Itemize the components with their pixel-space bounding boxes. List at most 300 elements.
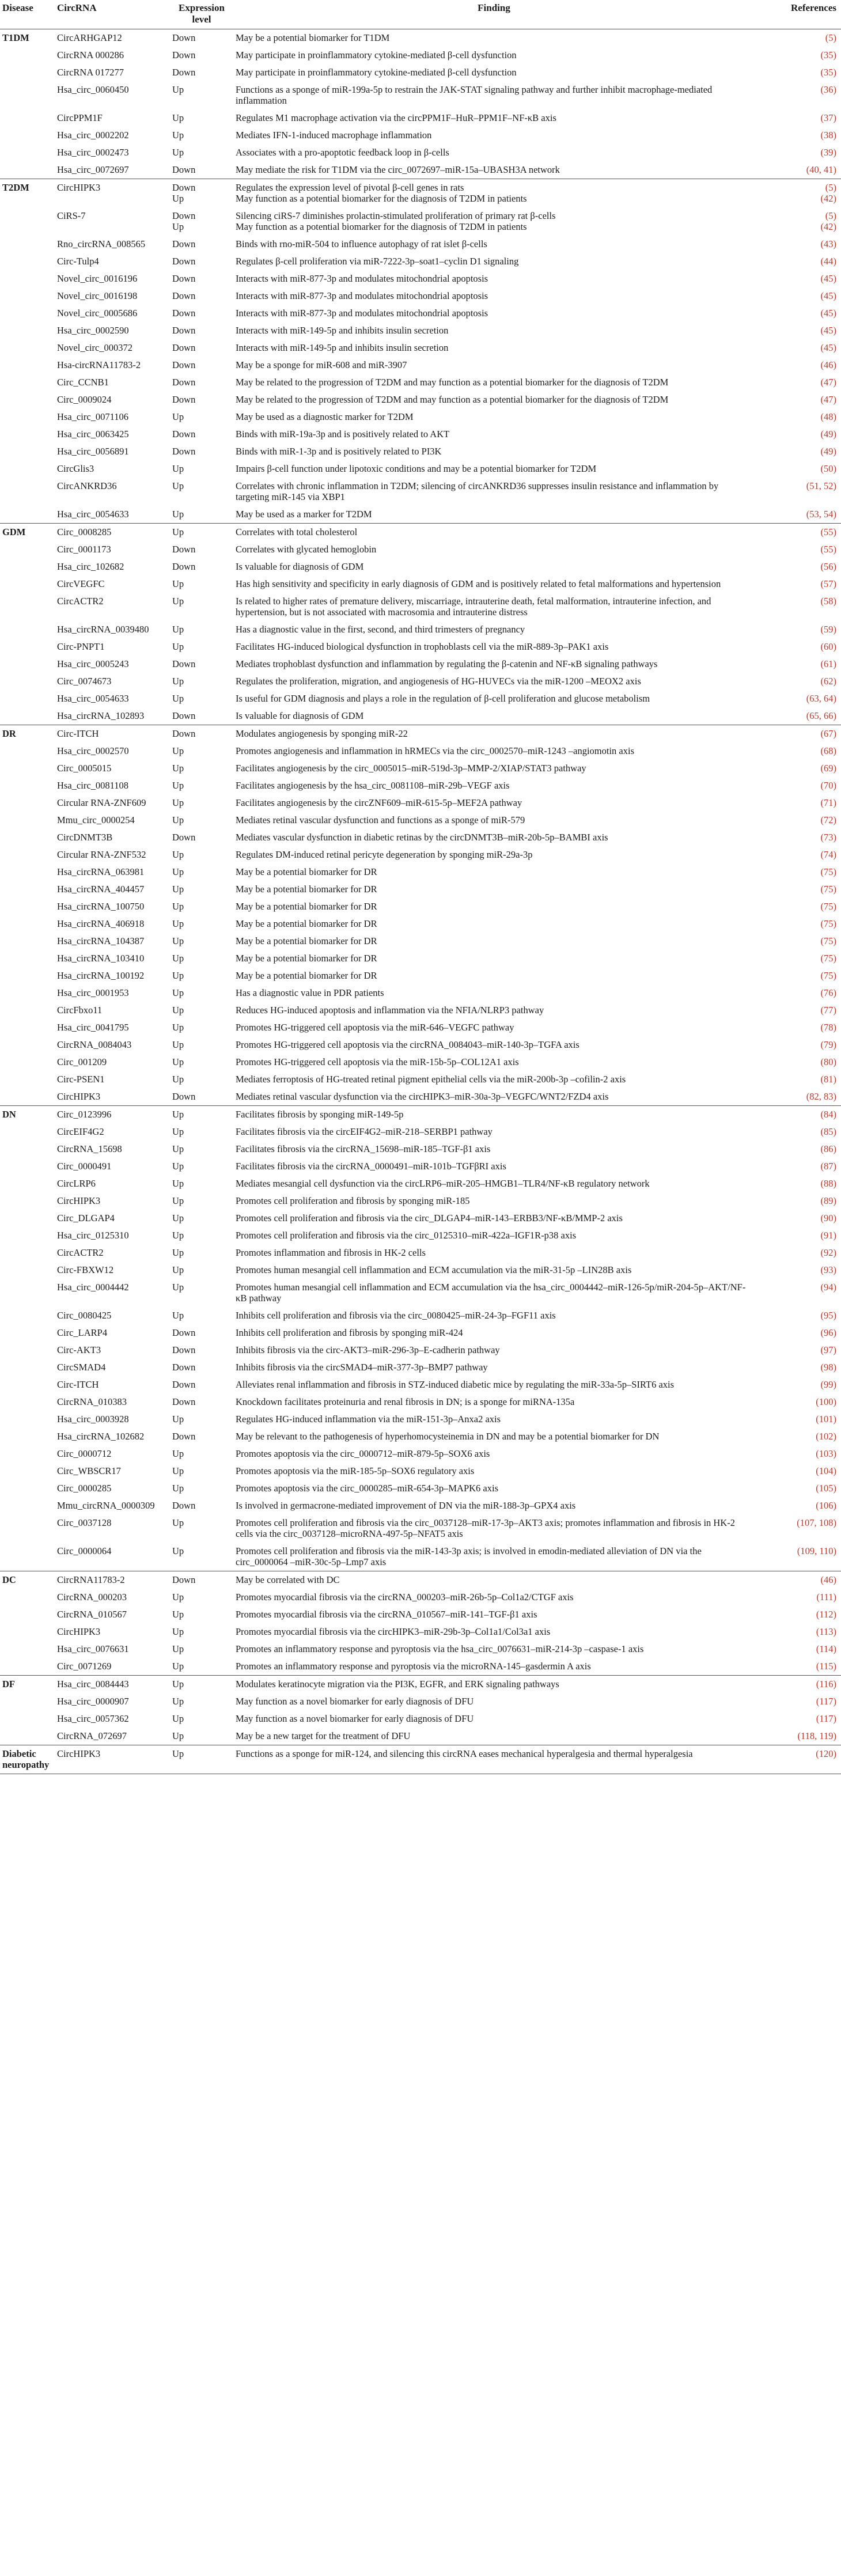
circrna-cell: Hsa_circ_0005243 <box>57 658 129 669</box>
finding-cell: Promotes apoptosis via the miR-185-5p–SOX6 regulatory axis <box>236 1465 475 1476</box>
finding-cell: Promotes myocardial fibrosis via the circRNA_010567–miR-141–TGF-β1 axis <box>236 1609 537 1620</box>
circrna-cell: Hsa_circ_0056891 <box>57 446 129 457</box>
table-row <box>0 1036 841 1054</box>
finding-cell: Has high sensitivity and specificity in early diagnosis of GDM and is positively related to fetal malformations and hypertension <box>236 578 721 589</box>
reference-cell[interactable]: (111) <box>816 1592 836 1603</box>
finding-cell: Inhibits cell proliferation and fibrosis via the circ_0080425–miR-24-3p–FGF11 axis <box>236 1310 556 1321</box>
finding-cell: May be a potential biomarker for DR <box>236 970 377 981</box>
reference-cell[interactable]: (117) <box>816 1696 836 1707</box>
reference-cell[interactable]: (104) <box>816 1465 836 1476</box>
table-row <box>0 1411 841 1428</box>
reference-cell[interactable]: (45) <box>820 290 836 301</box>
circrna-cell: Circ-PSEN1 <box>57 1074 105 1085</box>
disease-cell <box>0 161 55 179</box>
disease-cell <box>0 253 55 270</box>
expression-cell: Up <box>172 1696 184 1707</box>
reference-cell[interactable]: (98) <box>820 1362 836 1373</box>
expression-cell: Down <box>172 1379 196 1390</box>
disease-cell <box>0 690 55 707</box>
reference-cell[interactable]: (107, 108) <box>797 1517 836 1528</box>
table-row <box>0 621 841 638</box>
reference-cell[interactable]: (39) <box>820 147 836 158</box>
expression-cell: Down <box>172 394 196 405</box>
circrna-cell: Hsa_circRNA_103410 <box>57 953 145 964</box>
disease-cell <box>0 305 55 322</box>
reference-cell[interactable]: (113) <box>816 1626 836 1637</box>
finding-cell: Has a diagnostic value in the first, second, and third trimesters of pregnancy <box>236 624 525 635</box>
reference-cell[interactable]: (73) <box>820 832 836 843</box>
circrna-cell: Hsa_circ_0054633 <box>57 509 129 520</box>
disease-cell <box>0 933 55 950</box>
disease-cell <box>0 1393 55 1411</box>
circrna-cell: Hsa_circRNA_100192 <box>57 970 145 981</box>
circrna-cell: CircHIPK3 <box>55 179 170 208</box>
reference-cell[interactable]: (72) <box>820 815 836 825</box>
reference-cell[interactable]: (103) <box>816 1448 836 1459</box>
table-row <box>0 1054 841 1071</box>
disease-cell <box>0 1606 55 1623</box>
circrna-cell: CircHIPK3 <box>57 1626 101 1637</box>
finding-cell: May be used as a marker for T2DM <box>236 509 372 520</box>
reference-cell[interactable]: (55) <box>755 524 841 541</box>
disease-cell: Diabetic neuropathy <box>0 1745 55 1774</box>
finding-cell: May be a potential biomarker for DR <box>236 884 377 895</box>
circrna-cell: Circ_0000064 <box>57 1545 112 1556</box>
reference-cell[interactable]: (84) <box>755 1106 841 1124</box>
reference-cell[interactable]: (75) <box>820 935 836 946</box>
table-row <box>0 374 841 391</box>
reference-cell[interactable]: (69) <box>820 763 836 774</box>
reference-cell[interactable]: (94) <box>820 1282 836 1293</box>
disease-cell <box>0 558 55 575</box>
disease-cell <box>0 270 55 287</box>
reference-cell[interactable]: (106) <box>816 1500 836 1511</box>
reference-cell[interactable]: (75) <box>820 884 836 895</box>
reference-cell[interactable]: (82, 83) <box>806 1091 836 1102</box>
circrna-cell: CircRNA_010383 <box>57 1396 127 1407</box>
disease-cell <box>0 1071 55 1088</box>
expression-cell: Down <box>172 710 196 721</box>
disease-cell <box>0 760 55 777</box>
reference-cell[interactable]: (59) <box>820 624 836 635</box>
table-row <box>0 1210 841 1227</box>
expression-cell: Up <box>172 1282 184 1293</box>
reference-cell[interactable]: (81) <box>820 1074 836 1085</box>
reference-cell[interactable]: (75) <box>820 953 836 964</box>
disease-cell: DF <box>0 1676 55 1694</box>
reference-cell[interactable]: (5) (42) <box>755 179 841 208</box>
disease-cell <box>0 1192 55 1210</box>
table-row <box>0 29 841 47</box>
reference-cell[interactable]: (87) <box>820 1161 836 1172</box>
circrna-cell: CircRNA_15698 <box>57 1143 122 1154</box>
finding-cell: Correlates with total cholesterol <box>233 524 755 541</box>
expression-cell: Down <box>172 273 196 284</box>
reference-cell[interactable]: (117) <box>816 1713 836 1724</box>
table-row <box>0 1445 841 1463</box>
table-row <box>0 638 841 656</box>
reference-cell[interactable]: (43) <box>820 238 836 249</box>
finding-cell: Reduces HG-induced apoptosis and inflammation via the NFIA/NLRP3 pathway <box>236 1005 544 1016</box>
reference-cell[interactable]: (102) <box>816 1431 836 1442</box>
circrna-cell: Circ_0074673 <box>57 676 112 687</box>
reference-cell[interactable]: (67) <box>755 725 841 743</box>
circrna-cell: Novel_circ_0016198 <box>57 290 138 301</box>
reference-cell[interactable]: (78) <box>820 1022 836 1033</box>
reference-cell[interactable]: (100) <box>816 1396 836 1407</box>
disease-cell <box>0 1463 55 1480</box>
reference-cell[interactable]: (80) <box>820 1056 836 1067</box>
reference-cell[interactable]: (101) <box>816 1414 836 1425</box>
expression-cell: Up <box>172 797 184 808</box>
disease-cell <box>0 1359 55 1376</box>
circrna-cell: CircRNA 017277 <box>57 67 124 78</box>
circrna-cell: Hsa_circ_0000907 <box>57 1696 129 1707</box>
table-row <box>0 1088 841 1106</box>
reference-cell[interactable]: (44) <box>820 256 836 267</box>
reference-cell[interactable]: (47) <box>820 377 836 388</box>
expression-cell: Up <box>172 1161 184 1172</box>
disease-cell <box>0 144 55 161</box>
expression-cell: Up <box>172 411 184 422</box>
expression-cell: Down <box>172 832 196 843</box>
disease-cell <box>0 408 55 426</box>
reference-cell[interactable]: (112) <box>816 1609 836 1620</box>
reference-cell[interactable]: (45) <box>820 308 836 319</box>
circrna-cell: Circ-ITCH <box>55 725 170 743</box>
finding-cell: Binds with rno-miR-504 to influence autophagy of rat islet β-cells <box>236 238 487 249</box>
header-references: References <box>755 0 841 29</box>
circrna-cell: Circ_001209 <box>57 1056 107 1067</box>
circrna-cell: Hsa_circ_0002202 <box>57 130 129 141</box>
expression-cell: Up <box>172 849 184 860</box>
expression-cell: Up <box>172 1264 184 1275</box>
reference-cell[interactable]: (50) <box>820 463 836 474</box>
expression-cell: Down <box>172 446 196 457</box>
finding-cell: May be a potential biomarker for DR <box>236 866 377 877</box>
reference-cell[interactable]: (51, 52) <box>806 480 836 491</box>
disease-cell <box>0 1589 55 1606</box>
expression-cell: Down <box>172 256 196 267</box>
reference-cell[interactable]: (65, 66) <box>806 710 836 721</box>
disease-cell <box>0 287 55 305</box>
table-row <box>0 812 841 829</box>
reference-cell[interactable]: (91) <box>820 1230 836 1241</box>
table-row <box>0 1428 841 1445</box>
expression-cell: Up <box>170 1676 233 1694</box>
disease-cell <box>0 460 55 478</box>
reference-cell[interactable]: (61) <box>820 658 836 669</box>
finding-cell: Promotes cell proliferation and fibrosis via the circ_DLGAP4–miR-143–ERBB3/NF-κB/MMP-2 axis <box>236 1213 623 1223</box>
circrna-cell: Novel_circ_0016196 <box>57 273 138 284</box>
expression-cell: Up <box>172 84 184 95</box>
finding-cell: May be a potential biomarker for DR <box>236 918 377 929</box>
circrna-cell: Hsa_circRNA_102682 <box>57 1431 145 1442</box>
reference-cell[interactable]: (114) <box>816 1643 836 1654</box>
finding-cell: Promotes HG-triggered cell apoptosis via the miR-15b-5p–COL12A1 axis <box>236 1056 519 1067</box>
finding-cell: Promotes HG-triggered cell apoptosis via the circRNA_0084043–miR-140-3p–TGFA axis <box>236 1039 579 1050</box>
table-row <box>0 1307 841 1324</box>
reference-cell[interactable]: (74) <box>820 849 836 860</box>
disease-cell <box>0 777 55 794</box>
reference-cell[interactable]: (55) <box>820 544 836 555</box>
circrna-cell: Circ_0009024 <box>57 394 112 405</box>
disease-cell <box>0 357 55 374</box>
reference-cell[interactable]: (58) <box>820 596 836 607</box>
reference-cell[interactable]: (5) <box>825 32 836 43</box>
reference-cell[interactable]: (118, 119) <box>797 1730 836 1741</box>
disease-cell <box>0 374 55 391</box>
reference-cell[interactable]: (75) <box>820 901 836 912</box>
circrna-cell: Circ_CCNB1 <box>57 377 109 388</box>
expression-cell: Down <box>172 658 196 669</box>
circrna-cell: Rno_circRNA_008565 <box>57 238 146 249</box>
circrna-cell: CircGlis3 <box>57 463 94 474</box>
circrna-cell: Circ_DLGAP4 <box>57 1213 115 1223</box>
disease-cell <box>0 898 55 915</box>
reference-cell[interactable]: (63, 64) <box>806 693 836 704</box>
header-disease: Disease <box>0 0 55 29</box>
expression-cell: Down <box>172 1500 196 1511</box>
reference-cell[interactable]: (46) <box>755 1571 841 1589</box>
circrna-cell: Hsa_circ_0004442 <box>57 1282 129 1293</box>
reference-cell[interactable]: (47) <box>820 394 836 405</box>
finding-cell: Promotes angiogenesis and inflammation in hRMECs via the circ_0002570–miR-1243 –angiomotin axis <box>236 745 635 756</box>
disease-cell <box>0 967 55 984</box>
reference-cell[interactable]: (116) <box>755 1676 841 1694</box>
reference-cell[interactable]: (105) <box>816 1483 836 1494</box>
reference-cell[interactable]: (71) <box>820 797 836 808</box>
table-row <box>0 305 841 322</box>
table-row <box>0 1123 841 1141</box>
circrna-cell: Hsa_circ_0002590 <box>57 325 129 336</box>
reference-cell[interactable]: (68) <box>820 745 836 756</box>
table-row <box>0 933 841 950</box>
reference-cell[interactable]: (92) <box>820 1247 836 1258</box>
disease-cell: DN <box>0 1106 55 1124</box>
disease-cell <box>0 1710 55 1728</box>
finding-cell: Facilitates angiogenesis by the circ_0005015–miR-519d-3p–MMP-2/XIAP/STAT3 pathway <box>236 763 586 774</box>
expression-cell: Up <box>172 509 184 520</box>
table-row <box>0 1244 841 1262</box>
table-row <box>0 322 841 339</box>
reference-cell[interactable]: (85) <box>820 1126 836 1137</box>
disease-cell <box>0 1693 55 1710</box>
expression-cell: Down <box>172 32 196 43</box>
expression-cell: Up <box>172 935 184 946</box>
reference-cell[interactable]: (38) <box>820 130 836 141</box>
disease-cell <box>0 1342 55 1359</box>
finding-cell: Interacts with miR-149-5p and inhibits insulin secretion <box>236 325 449 336</box>
expression-cell: Down <box>172 377 196 388</box>
disease-cell <box>0 1543 55 1571</box>
expression-cell: Down <box>172 1327 196 1338</box>
finding-cell: Binds with miR-19a-3p and is positively related to AKT <box>236 429 450 440</box>
expression-cell: Up <box>170 524 233 541</box>
finding-cell: Is valuable for diagnosis of GDM <box>236 710 364 721</box>
reference-cell[interactable]: (120) <box>755 1745 841 1774</box>
disease-cell <box>0 207 55 236</box>
table-row <box>0 541 841 558</box>
expression-cell: Down <box>172 1344 196 1355</box>
table-body <box>0 29 841 1774</box>
reference-cell[interactable]: (46) <box>820 359 836 370</box>
reference-cell[interactable]: (115) <box>816 1661 836 1672</box>
finding-cell: Modulates keratinocyte migration via the PI3K, EGFR, and ERK signaling pathways <box>233 1676 755 1694</box>
expression-cell: Up <box>172 1448 184 1459</box>
reference-cell[interactable]: (70) <box>820 780 836 791</box>
circrna-cell: Novel_circ_000372 <box>57 342 133 353</box>
finding-cell: Promotes cell proliferation and fibrosis via the circ_0037128–miR-17-3p–AKT3 axis; promotes inflammation and fibrosis in HK-2 cells via the circ_0037128–microRNA-497-5p–NFAT5 axis <box>236 1517 736 1539</box>
reference-cell[interactable]: (56) <box>820 561 836 572</box>
expression-cell: Down <box>172 429 196 440</box>
circrna-cell: CircHIPK3 <box>57 1091 101 1102</box>
disease-cell <box>0 64 55 81</box>
reference-cell[interactable]: (77) <box>820 1005 836 1016</box>
expression-cell: Up <box>172 1661 184 1672</box>
reference-cell[interactable]: (90) <box>820 1213 836 1223</box>
expression-cell: Up <box>172 624 184 635</box>
finding-cell: Mediates trophoblast dysfunction and inflammation by regulating the β-catenin and NF-κB signaling pathways <box>236 658 658 669</box>
expression-cell: Up <box>172 1213 184 1223</box>
circrna-cell: Circ_0000712 <box>57 1448 112 1459</box>
reference-cell[interactable]: (99) <box>820 1379 836 1390</box>
table-row <box>0 478 841 506</box>
reference-cell[interactable]: (5) (42) <box>820 210 836 232</box>
disease-cell <box>0 81 55 109</box>
table-row <box>0 1002 841 1019</box>
circrna-cell: CircACTR2 <box>57 596 104 607</box>
expression-cell: Up <box>172 1056 184 1067</box>
reference-cell[interactable]: (35) <box>820 50 836 60</box>
disease-cell <box>0 656 55 673</box>
expression-cell: Down <box>172 1396 196 1407</box>
circrna-cell: CircDNMT3B <box>57 832 113 843</box>
circrna-cell: Circ_0000491 <box>57 1161 112 1172</box>
reference-cell[interactable]: (53, 54) <box>806 509 836 520</box>
circrna-cell: Circ-PNPT1 <box>57 641 105 652</box>
expression-cell: Down <box>170 725 233 743</box>
reference-cell[interactable]: (40, 41) <box>806 164 836 175</box>
reference-cell[interactable]: (93) <box>820 1264 836 1275</box>
disease-cell <box>0 1158 55 1175</box>
disease-cell <box>0 1054 55 1071</box>
table-row <box>0 1589 841 1606</box>
finding-cell: Is involved in germacrone-mediated improvement of DN via the miR-188-3p–GPX4 axis <box>236 1500 576 1511</box>
reference-cell[interactable]: (109, 110) <box>797 1545 836 1556</box>
reference-cell[interactable]: (75) <box>820 866 836 877</box>
finding-cell: Inhibits fibrosis via the circ-AKT3–miR-296-3p–E-cadherin pathway <box>236 1344 500 1355</box>
reference-cell[interactable]: (75) <box>820 970 836 981</box>
table-row <box>0 967 841 984</box>
reference-cell[interactable]: (79) <box>820 1039 836 1050</box>
finding-cell: Regulates the expression level of pivotal β-cell genes in rats May function as a potential biomarker for the diagnosis of T2DM in patients <box>233 179 755 208</box>
table-row <box>0 144 841 161</box>
disease-cell <box>0 1480 55 1497</box>
circrna-cell: Circ_0037128 <box>57 1517 112 1528</box>
finding-cell: May be a potential biomarker for T1DM <box>236 32 390 43</box>
expression-cell: Up <box>172 1074 184 1085</box>
disease-cell: GDM <box>0 524 55 541</box>
disease-cell <box>0 1262 55 1279</box>
expression-cell: Down <box>172 238 196 249</box>
reference-cell[interactable]: (97) <box>820 1344 836 1355</box>
disease-cell <box>0 707 55 725</box>
disease-cell <box>0 743 55 760</box>
reference-cell[interactable]: (62) <box>820 676 836 687</box>
table-row <box>0 1571 841 1589</box>
reference-cell[interactable]: (76) <box>820 987 836 998</box>
disease-cell <box>0 1641 55 1658</box>
reference-cell[interactable]: (36) <box>820 84 836 95</box>
circrna-cell: Hsa_circ_0041795 <box>57 1022 129 1033</box>
finding-cell: May function as a novel biomarker for early diagnosis of DFU <box>236 1713 474 1724</box>
circrna-cell: CircRNA_072697 <box>57 1730 127 1741</box>
table-row <box>0 270 841 287</box>
reference-cell[interactable]: (49) <box>820 446 836 457</box>
reference-cell[interactable]: (60) <box>820 641 836 652</box>
finding-cell: May be used as a diagnostic marker for T2DM <box>236 411 414 422</box>
reference-cell[interactable]: (45) <box>820 342 836 353</box>
finding-cell: May be related to the progression of T2DM and may function as a potential biomarker for the diagnosis of T2DM <box>236 377 669 388</box>
reference-cell[interactable]: (86) <box>820 1143 836 1154</box>
table-row <box>0 236 841 253</box>
reference-cell[interactable]: (88) <box>820 1178 836 1189</box>
table-row <box>0 575 841 593</box>
expression-cell: Up <box>172 130 184 141</box>
expression-cell: Up <box>172 147 184 158</box>
finding-cell: Associates with a pro-apoptotic feedback loop in β-cells <box>236 147 449 158</box>
table-row <box>0 690 841 707</box>
reference-cell[interactable]: (37) <box>820 112 836 123</box>
table-row <box>0 707 841 725</box>
table-row <box>0 179 841 208</box>
table-row <box>0 1480 841 1497</box>
circrna-cell: CircRNA_010567 <box>57 1609 127 1620</box>
finding-cell: Facilitates angiogenesis by the circZNF609–miR-615-5p–MEF2A pathway <box>236 797 522 808</box>
finding-cell: Facilitates angiogenesis by the hsa_circ_0081108–miR-29b–VEGF axis <box>236 780 510 791</box>
circrna-cell: Circ_0071269 <box>57 1661 112 1672</box>
reference-cell[interactable]: (49) <box>820 429 836 440</box>
reference-cell[interactable]: (45) <box>820 273 836 284</box>
expression-cell: Up <box>172 884 184 895</box>
circrna-cell: Hsa_circ_0072697 <box>57 164 129 175</box>
reference-cell[interactable]: (48) <box>820 411 836 422</box>
table-row <box>0 460 841 478</box>
table-row <box>0 1158 841 1175</box>
disease-cell <box>0 1658 55 1676</box>
reference-cell[interactable]: (45) <box>820 325 836 336</box>
finding-cell: May function as a novel biomarker for early diagnosis of DFU <box>236 1696 474 1707</box>
table-row <box>0 593 841 621</box>
reference-cell[interactable]: (57) <box>820 578 836 589</box>
reference-cell[interactable]: (95) <box>820 1310 836 1321</box>
finding-cell: Mediates mesangial cell dysfunction via the circLRP6–miR-205–HMGB1–TLR4/NF-κB regulatory network <box>236 1178 650 1189</box>
finding-cell: Regulates β-cell proliferation via miR-7222-3p–soat1–cyclin D1 signaling <box>236 256 519 267</box>
expression-cell: Up <box>172 1143 184 1154</box>
table-row <box>0 1745 841 1774</box>
finding-cell: Alleviates renal inflammation and fibrosis in STZ-induced diabetic mice by regulating the miR-33a-5p–SIRT6 axis <box>236 1379 675 1390</box>
reference-cell[interactable]: (89) <box>820 1195 836 1206</box>
reference-cell[interactable]: (35) <box>820 67 836 78</box>
reference-cell[interactable]: (75) <box>820 918 836 929</box>
finding-cell: Is valuable for diagnosis of GDM <box>236 561 364 572</box>
expression-cell: Up <box>172 1126 184 1137</box>
circrna-cell: CircRNA 000286 <box>57 50 124 60</box>
reference-cell[interactable]: (96) <box>820 1327 836 1338</box>
disease-cell <box>0 950 55 967</box>
disease-cell <box>0 109 55 127</box>
